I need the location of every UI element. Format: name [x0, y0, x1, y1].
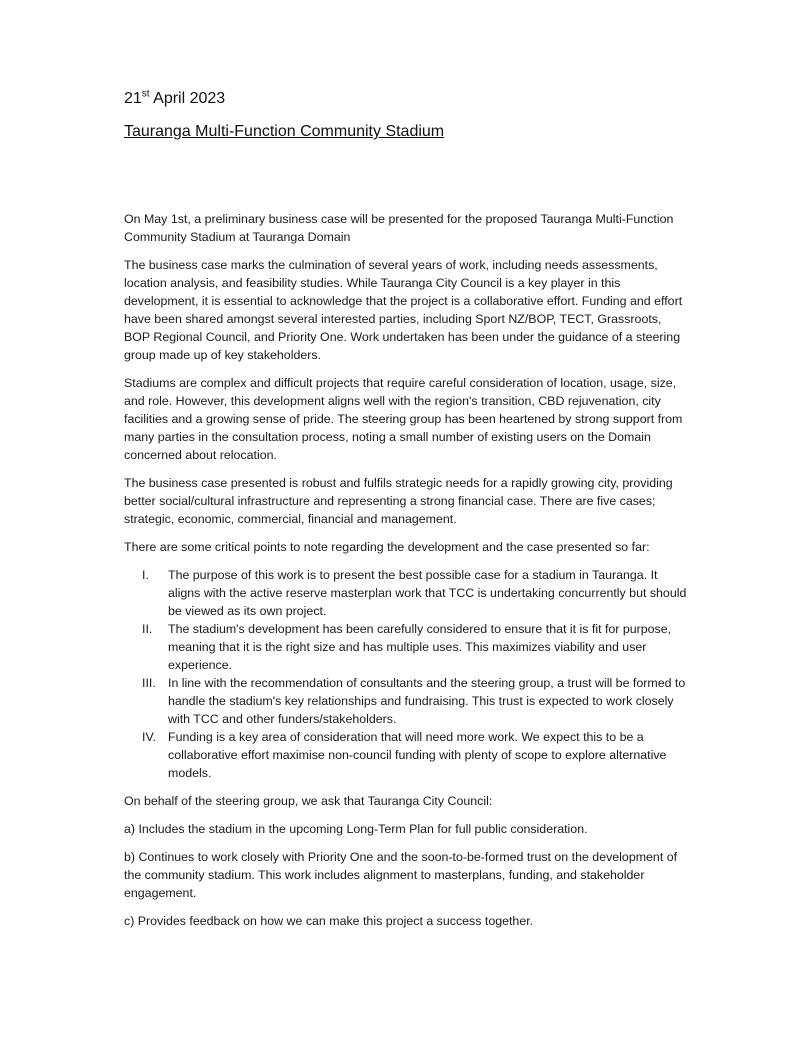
- document-title: Tauranga Multi-Function Community Stadium: [124, 123, 445, 140]
- list-item: [124, 566, 690, 620]
- date-rest: April 2023: [153, 90, 226, 107]
- paragraph-business-case: The business case marks the culmination of several years of work, including needs assessments, location analysis, and feasibility studies. While Tauranga City Council is a key player in this development, it is essential to acknowledge that the project is a collaborative effort. Funding and effort have been shared amongst several interested parties, including Sport NZ/BOP, TECT, Grassroots, BOP Regional Council, and Priority One. Work undertaken has been under the guidance of a steering group made up of key stakeholders.: [124, 258, 683, 362]
- list-item-text: Funding is a key area of consideration that will need more work. We expect this to be a collaborative effort maximise non-council funding with plenty of scope to explore alternative models.: [168, 730, 667, 780]
- list-item-number: II.: [142, 622, 153, 636]
- request-item-a: a) Includes the stadium in the upcoming Long-Term Plan for full public consideration.: [124, 822, 588, 836]
- document-body: [124, 210, 690, 940]
- letter-date: [124, 90, 225, 108]
- paragraph-critical-points: There are some critical points to note regarding the development and the case presented so far:: [124, 540, 650, 554]
- list-item-number: IV.: [142, 730, 157, 744]
- list-item: [124, 728, 690, 782]
- paragraph-request-intro: On behalf of the steering group, we ask that Tauranga City Council:: [124, 794, 493, 808]
- request-item-c: c) Provides feedback on how we can make this project a success together.: [124, 914, 534, 928]
- paragraph-stadiums: Stadiums are complex and difficult projects that require careful consideration of location, usage, size, and role. However, this development aligns well with the region's transition, CBD rejuvenation, city facilities and a growing sense of pride. The steering group has been heartened by strong support from many parties in the consultation process, noting a small number of existing users on the Domain concerned about relocation.: [124, 376, 683, 462]
- list-item: [124, 674, 690, 728]
- paragraph-intro: On May 1st, a preliminary business case will be presented for the proposed Tauranga Multi-Function Community Stadium at Tauranga Domain: [124, 212, 674, 244]
- list-item-number: I.: [142, 568, 149, 582]
- list-item-text: The purpose of this work is to present the best possible case for a stadium in Tauranga. It aligns with the active reserve masterplan work that TCC is undertaking concurrently but should be viewed as its own project.: [168, 568, 687, 618]
- list-item-text: In line with the recommendation of consultants and the steering group, a trust will be formed to handle the stadium's key relationships and fundraising. This trust is expected to work closely with TCC and other funders/stakeholders.: [168, 676, 686, 726]
- date-day: 21: [124, 90, 142, 107]
- request-item-b: b) Continues to work closely with Priority One and the soon-to-be-formed trust on the development of the community stadium. This work includes alignment to masterplans, funding, and stakeholder engagement.: [124, 850, 678, 900]
- date-suffix: st: [141, 88, 150, 100]
- critical-points-list: [124, 566, 690, 782]
- list-item-number: III.: [142, 676, 156, 690]
- list-item-text: The stadium's development has been carefully considered to ensure that it is fit for purpose, meaning that it is the right size and has multiple uses. This maximizes viability and user experience.: [168, 622, 672, 672]
- paragraph-robust-case: The business case presented is robust and fulfils strategic needs for a rapidly growing city, providing better social/cultural infrastructure and representing a strong financial case. There are five cases; strategic, economic, commercial, financial and management.: [124, 476, 673, 526]
- list-item: [124, 620, 690, 674]
